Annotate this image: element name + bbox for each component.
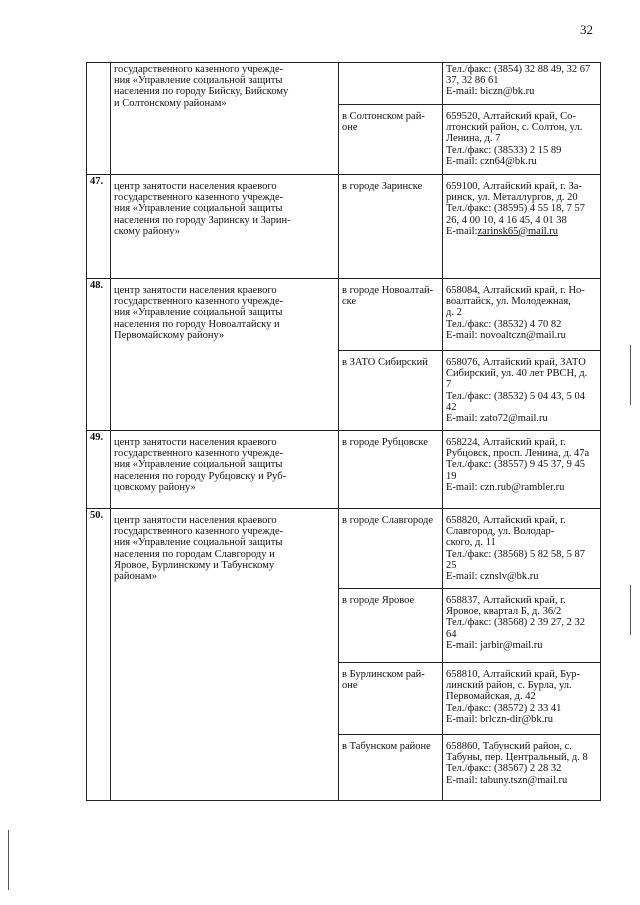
row-number: 49. xyxy=(87,431,111,509)
contact-info: 658810, Алтайский край, Бур- линский район, с. Бурла, ул. Первомайская, д. 42 Тел./факс: (38572) 2 33 41 E-mail: brlczn-dir@bk.ru xyxy=(443,663,601,735)
contact-info: 658860, Табунский район, с. Табуны, пер. Центральный, д. 8 Тел./факс: (38567) 2 28 32 E-mail: tabuny.tszn@mail.ru xyxy=(443,735,601,801)
email-link: zarinsk65@mail.ru xyxy=(477,225,559,237)
contact-info: 658076, Алтайский край, ЗАТО Сибирский, ул. 40 лет РВСН, д. 7 Тел./факс: (38532) 5 04 43, 5 04 42 E-mail: zato72@mail.ru xyxy=(443,351,601,431)
contact-info: 658224, Алтайский край, г. Рубцовск, просп. Ленина, д. 47а Тел./факс: (38557) 9 45 37, 9 45 19 E-mail: czn.rub@rambler.ru xyxy=(443,431,601,509)
contact-info: 659520, Алтайский край, Со- лтонский район, с. Солтон, ул. Ленина, д. 7 Тел./факс: (38533) 2 15 89 E-mail: czn64@bk.ru xyxy=(443,105,601,175)
organization-name: государственного казенного учрежде- ния «Управление социальной защиты населения по городу Бийску, Бийскому и Солтонскому районам» xyxy=(111,63,339,175)
territory: в ЗАТО Сибирский xyxy=(339,351,443,431)
territory: в городе Заринске xyxy=(339,175,443,279)
row-number: 48. xyxy=(87,279,111,431)
scan-margin-line xyxy=(8,830,9,890)
contact-info: 658820, Алтайский край, г. Славгород, ул. Володар- ского, д. 11 Тел./факс: (38568) 5 82 58, 5 87 25 E-mail: cznslv@bk.ru xyxy=(443,509,601,589)
territory: в Солтонском рай-оне xyxy=(339,105,443,175)
contact-info: 658084, Алтайский край, г. Но- воалтайск, ул. Молодежная, д. 2 Тел./факс: (38532) 4 70 82 E-mail: novoaltczn@mail.ru xyxy=(443,279,601,351)
territory: в городе Яровое xyxy=(339,589,443,663)
contact-info: Тел./факс: (3854) 32 88 49, 32 67 37, 32 86 61 E-mail: biczn@bk.ru xyxy=(443,63,601,105)
employment-centers-table xyxy=(86,62,601,801)
territory: в городе Славгороде xyxy=(339,509,443,589)
table-row xyxy=(87,279,601,351)
organization-name: центр занятости населения краевого государственного казенного учрежде- ния «Управление социальной защиты населения по городу Рубцовску и Руб- цовскому району» xyxy=(111,431,339,509)
row-number: 50. xyxy=(87,509,111,801)
table-row xyxy=(87,509,601,589)
table-row xyxy=(87,431,601,509)
territory xyxy=(339,63,443,105)
scan-margin-line xyxy=(630,585,631,635)
organization-name: центр занятости населения краевого государственного казенного учрежде- ния «Управление социальной защиты населения по городу Заринску и Зарин- скому району» xyxy=(111,175,339,279)
table-row xyxy=(87,175,601,279)
contact-info: 658837, Алтайский край, г. Яровое, квартал Б, д. 36/2 Тел./факс: (38568) 2 39 27, 2 32 64 E-mail: jarbir@mail.ru xyxy=(443,589,601,663)
organization-name: центр занятости населения краевого государственного казенного учрежде- ния «Управление социальной защиты населения по городу Новоалтайску и Первомайскому району» xyxy=(111,279,339,431)
territory: в Табунском районе xyxy=(339,735,443,801)
contact-info: 659100, Алтайский край, г. За- ринск, ул. Металлургов, д. 20 Тел./факс: (38595) 4 55 18, 7 57 26, 4 00 10, 4 16 45, 4 01 38 E-mail:zarinsk65@mail.ru xyxy=(443,175,601,279)
row-number: 47. xyxy=(87,175,111,279)
territory: в городе Новоалтай-ске xyxy=(339,279,443,351)
territory: в городе Рубцовске xyxy=(339,431,443,509)
page-number: 32 xyxy=(580,22,593,37)
territory: в Бурлинском рай-оне xyxy=(339,663,443,735)
organization-name: центр занятости населения краевого государственного казенного учрежде- ния «Управление социальной защиты населения по городам Славгороду и Яровое, Бурлинскому и Табунскому районам» xyxy=(111,509,339,801)
scan-margin-line xyxy=(630,345,631,405)
row-number xyxy=(87,63,111,175)
table-row xyxy=(87,63,601,105)
